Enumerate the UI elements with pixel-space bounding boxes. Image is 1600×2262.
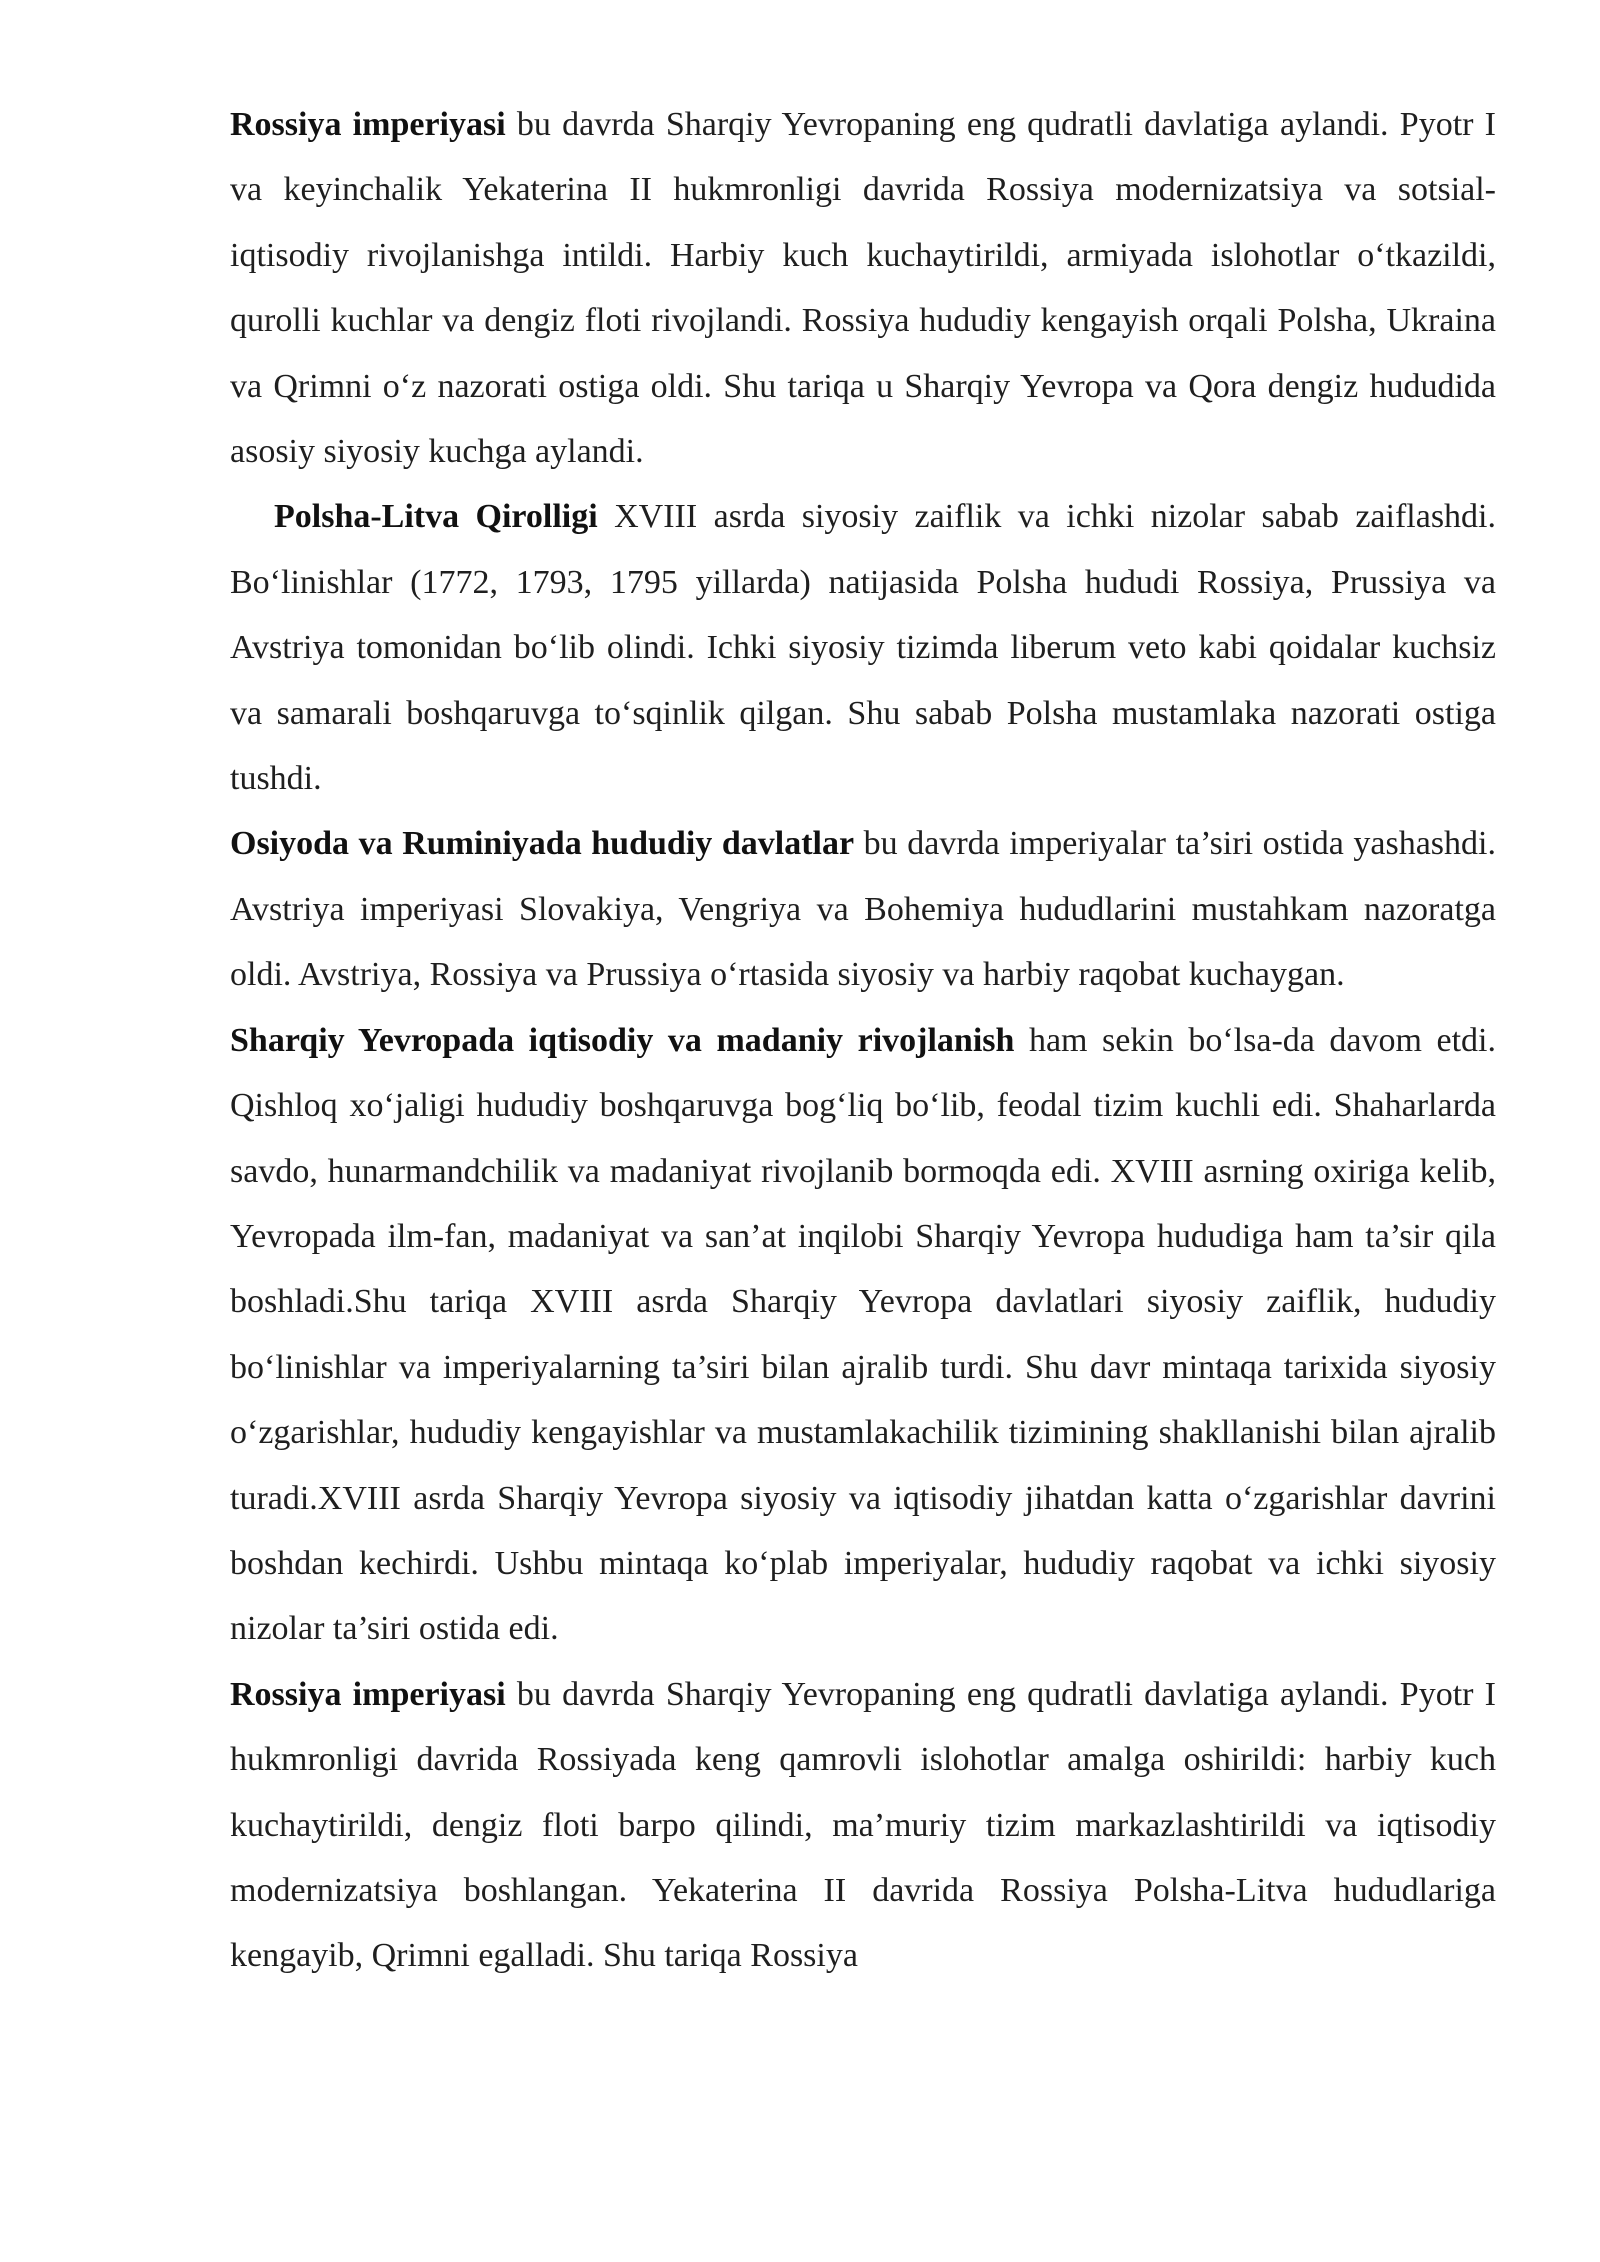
paragraph-text: bu davrda Sharqiy Yevropaning eng qudratli davlatiga aylandi. Pyotr I va keyinchalik Yekaterina II hukmronligi davrida Rossiya modernizatsiya va sotsial-iqtisodiy rivojlanishga intildi. Harbiy kuch kuchaytirildi, armiyada islohotlar o‘tkazildi, qurolli kuchlar va dengiz floti rivojlandi. Rossiya hududiy kengayish orqali Polsha, Ukraina va Qrimni o‘z nazorati ostiga oldi. Shu tariqa u Sharqiy Yevropa va Qora dengiz hududida asosiy siyosiy kuchga aylandi. (230, 106, 1496, 471)
paragraph-russian-empire (230, 92, 1496, 484)
paragraph-russian-empire-continued (230, 1662, 1496, 1989)
paragraph-polish-lithuanian (230, 484, 1496, 811)
paragraph-economic-cultural (230, 1008, 1496, 1662)
paragraph-text: ham sekin bo‘lsa-da davom etdi. Qishloq xo‘jaligi hududiy boshqaruvga bog‘liq bo‘lib, feodal tizim kuchli edi. Shaharlarda savdo, hunarmandchilik va madaniyat rivojlanib bormoqda edi. XVIII asrning oxiriga kelib, Yevropada ilm-fan, madaniyat va san’at inqilobi Sharqiy Yevropa hududiga ham ta’sir qila boshladi.Shu tariqa XVIII asrda Sharqiy Yevropa davlatlari siyosiy zaiflik, hududiy bo‘linishlar va imperiyalarning ta’siri bilan ajralib turdi. Shu davr mintaqa tarixida siyosiy o‘zgarishlar, hududiy kengayishlar va mustamlakachilik tizimining shakllanishi bilan ajralib turadi.XVIII asrda Sharqiy Yevropa siyosiy va iqtisodiy jihatdan katta o‘zgarishlar davrini boshdan kechirdi. Ushbu mintaqa ko‘plab imperiyalar, hududiy raqobat va ichki siyosiy nizolar ta’siri ostida edi. (230, 1021, 1496, 1648)
paragraph-heading: Rossiya imperiyasi (230, 106, 506, 143)
paragraph-heading: Polsha-Litva Qirolligi (274, 498, 598, 536)
paragraph-text: XVIII asrda siyosiy zaiflik va ichki nizolar sabab zaiflashdi. Bo‘linishlar (1772, 1793, 1795 yillarda) natijasida Polsha hududi Rossiya, Prussiya va Avstriya tomonidan bo‘lib olindi. Ichki siyosiy tizimda liberum veto kabi qoidalar kuchsiz va samarali boshqaruvga to‘sqinlik qilgan. Shu sabab Polsha mustamlaka nazorati ostiga tushdi. (230, 498, 1497, 798)
paragraph-text: bu davrda imperiyalar ta’siri ostida yashashdi. Avstriya imperiyasi Slovakiya, Vengriya va Bohemiya hududlarini mustahkam nazoratga oldi. Avstriya, Rossiya va Prussiya o‘rtasida siyosiy va harbiy raqobat kuchaygan. (230, 825, 1496, 994)
paragraph-text: bu davrda Sharqiy Yevropaning eng qudratli davlatiga aylandi. Pyotr I hukmronligi davrida Rossiyada keng qamrovli islohotlar amalga oshirildi: harbiy kuch kuchaytirildi, dengiz floti barpo qilindi, ma’muriy tizim markazlashtirildi va iqtisodiy modernizatsiya boshlangan. Yekaterina II davrida Rossiya Polsha-Litva hududlariga kengayib, Qrimni egalladi. Shu tariqa Rossiya (230, 1675, 1496, 1975)
document-page (230, 92, 1496, 1989)
paragraph-heading: Osiyoda va Ruminiyada hududiy davlatlar (230, 825, 855, 863)
paragraph-heading: Sharqiy Yevropada iqtisodiy va madaniy rivojlanish (230, 1021, 1015, 1059)
paragraph-heading: Rossiya imperiyasi (230, 1675, 506, 1713)
paragraph-territorial-states (230, 811, 1496, 1007)
